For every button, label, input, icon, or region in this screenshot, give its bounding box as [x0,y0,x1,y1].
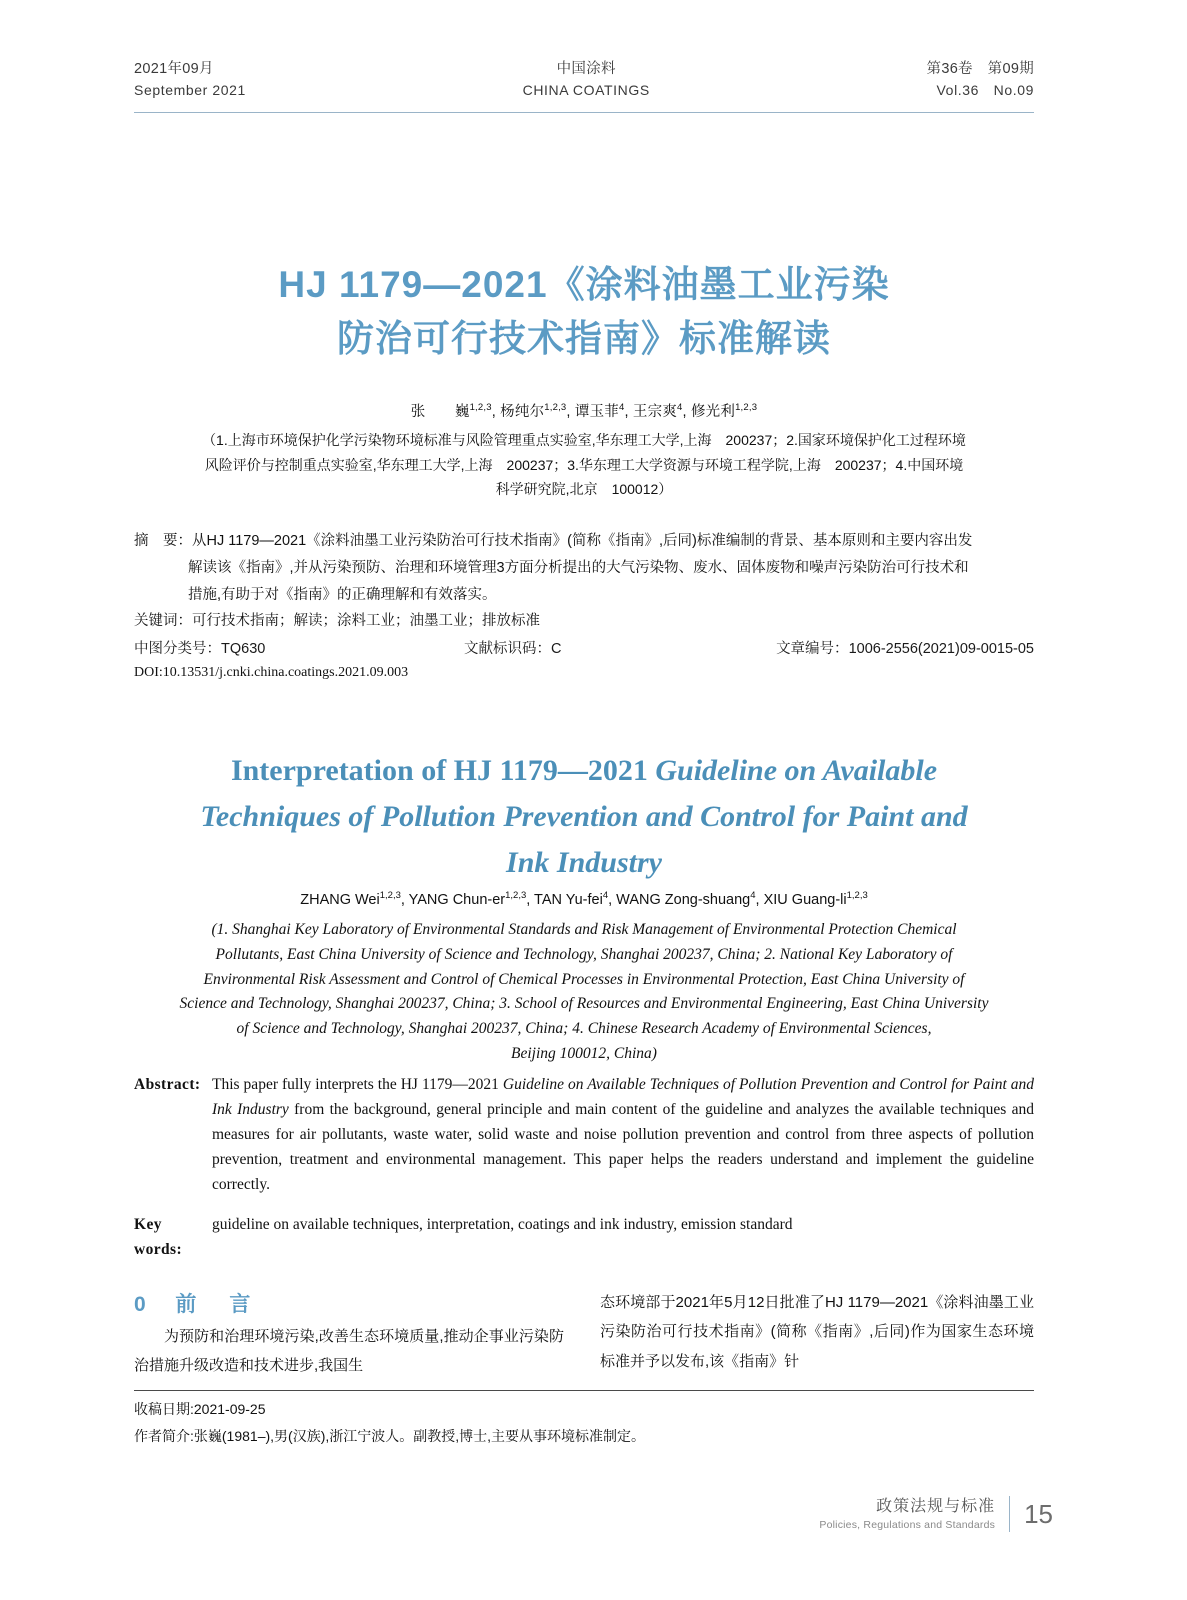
clc-value: TQ630 [221,641,266,657]
author-zh-2-sup: 1,2,3 [544,402,567,414]
abstract-zh [134,528,1034,635]
author-en-3: , TAN Yu-fei [526,891,603,908]
page-title-zh-line1: HJ 1179—2021《涂料油墨工业污染 [278,264,890,305]
abstract-zh-first-row [134,528,1034,555]
volume-issue-en: Vol.36 No.09 [936,82,1034,99]
body-column-right [600,1288,1034,1376]
body-paragraph-left: 为预防和治理环境污染,改善生态环境质量,推动企事业污染防治措施升级改造和技术进步,我国生 [134,1328,564,1375]
clc-label: 中图分类号： [134,641,221,657]
page-title-zh-line2: 防治可行技术指南》标准解读 [337,317,831,359]
author-en-3-sup: 4 [602,890,609,901]
received-date-label: 收稿日期: [134,1401,194,1417]
abstract-en-label: Abstract: [134,1076,201,1093]
author-en-2: , YANG Chun-er [400,891,506,908]
affiliation-en-line5: of Science and Technology, Shanghai 200237, China; 4. Chinese Research Academy of Environmental Sciences, [236,1020,932,1038]
body-paragraph-right: 态环境部于2021年5月12日批准了HJ 1179—2021《涂料油墨工业污染防治可行技术指南》(简称《指南》,后同)作为国家生态环境标准并予以发布,该《指南》针 [600,1294,1034,1370]
author-zh-4-sup: 4 [677,402,683,414]
abstract-en-pre: This paper fully interprets the HJ 1179—2021 [212,1076,503,1093]
authors-zh [134,400,1034,421]
section-number: 0 [134,1293,152,1316]
affiliation-en [134,918,1034,1067]
footnote-divider [134,1390,1034,1391]
author-zh-3-sup: 4 [618,402,625,414]
page-title-en-plain: Interpretation of HJ 1179—2021 [230,754,656,787]
page-title-en-italic1: Guideline on Available [655,754,938,787]
article-number-label: 文章编号： [776,641,849,657]
affiliation-zh-line1: （1.上海市环境保护化学污染物环境标准与风险管理重点实验室,华东理工大学,上海 200237；2.国家环境保护化工过程环境 [202,432,966,448]
document-code [464,637,754,658]
author-zh-2: , 杨纯尔 [491,404,545,420]
affiliation-en-line6: Beijing 100012, China) [511,1044,657,1062]
author-en-1-sup: 1,2,3 [379,890,401,901]
author-zh-1-sup: 1,2,3 [469,402,492,414]
author-bio [134,1423,1034,1450]
running-head-center [246,58,927,102]
footer-category-zh: 政策法规与标准 [876,1498,996,1516]
abstract-en-text [212,1072,1034,1198]
abstract-en-italic: Guideline on Available Techniques of Pollution Prevention and Control for Paint and Ink Industry [212,1076,1035,1119]
journal-name-en: CHINA COATINGS [522,82,650,99]
author-en-2-sup: 1,2,3 [505,890,527,901]
footnote-block [134,1396,1034,1449]
section-heading [134,1288,256,1318]
author-zh-4: , 王宗爽 [624,404,678,420]
page-title-en-italic2: Techniques of Pollution Prevention and Control for Paint and [200,799,968,833]
article-number-value: 1006-2556(2021)09-0015-05 [848,641,1034,657]
abstract-en-row [134,1072,1034,1198]
received-date-value: 2021-09-25 [193,1401,266,1417]
page-title-en-italic3: Ink Industry [506,845,662,879]
keywords-zh-row [134,608,1034,635]
keywords-en-row [134,1212,1034,1262]
affiliation-zh [134,428,1034,502]
author-bio-label: 作者简介: [134,1427,194,1444]
keywords-zh-value: 可行技术指南；解读；涂料工业；油墨工业；排放标准 [192,613,540,630]
author-zh-1: 张 巍 [410,404,470,420]
affiliation-en-line3: Environmental Risk Assessment and Control of Chemical Processes in Environmental Protection, East China University of [203,970,965,988]
running-head-left [134,58,246,102]
clc-number [134,637,464,658]
author-en-5-sup: 1,2,3 [846,890,868,901]
page-title-zh [134,258,1034,365]
issue-date-zh: 2021年09月 [134,61,214,77]
abstract-zh-line2: 解读该《指南》,并从污染预防、治理和环境管理3方面分析提出的大气污染物、废水、固体废物和噪声污染防治可行技术和 [188,559,969,576]
running-head-right [927,58,1034,102]
abstract-en-post: from the background, general principle and main content of the guideline and analyzes the available techniques and measures for air pollutants, waste water, solid waste and noise pollution prevention and control from three aspects of pollution prevention, treatment and environmental management. This paper helps the readers understand and implement the guideline correctly. [212,1101,1035,1194]
affiliation-zh-line3: 科学研究院,北京 100012） [495,481,673,497]
document-code-label: 文献标识码： [464,641,551,657]
journal-name-zh: 中国涂料 [556,61,616,77]
keywords-en-value: guideline on available techniques, interpretation, coatings and ink industry, emission standard [212,1215,793,1233]
affiliation-en-line4: Science and Technology, Shanghai 200237, China; 3. School of Resources and Environmental Engineering, East China University [179,995,989,1013]
affiliation-en-line2: Pollutants, East China University of Science and Technology, Shanghai 200237, China; 2. National Key Laboratory of [215,945,953,963]
received-date [134,1396,1034,1423]
page-number: 15 [1024,1498,1053,1529]
body-column-left [134,1322,564,1381]
page-title-en-line1 [134,748,1034,794]
author-zh-5: , 修光利 [682,404,736,420]
author-en-5: , XIU Guang-li [755,891,847,908]
document-code-value: C [551,641,562,657]
keywords-en-label: Key words: [134,1215,183,1258]
author-en-4: , WANG Zong-shuang [608,891,751,908]
article-metadata-zh [134,637,1034,658]
abstract-zh-label: 摘 要： [134,533,192,549]
authors-en [134,890,1034,908]
header-divider [134,112,1034,113]
author-zh-5-sup: 1,2,3 [735,402,758,414]
abstract-zh-line1: 从HJ 1179—2021《涂料油墨工业污染防治可行技术指南》(简称《指南》,后同)标准编制的背景、基本原则和主要内容出发 [192,533,973,549]
footer-divider [1009,1496,1010,1532]
author-en-4-sup: 4 [750,890,756,901]
section-title: 前 言 [175,1293,257,1316]
page-title-en-line2 [134,794,1034,840]
volume-issue-zh: 第36卷 第09期 [926,61,1034,77]
article-number [754,637,1034,658]
author-bio-value: 张巍(1981–),男(汉族),浙江宁波人。副教授,博士,主要从事环境标准制定。 [193,1427,646,1444]
abstract-en [134,1072,1034,1262]
author-en-1: ZHANG Wei [300,891,380,908]
page-footer [819,1496,1053,1532]
doi-line: DOI:10.13531/j.cnki.china.coatings.2021.09.003 [134,665,409,680]
affiliation-zh-line2: 风险评价与控制重点实验室,华东理工大学,上海 200237；3.华东理工大学资源与环境工程学院,上海 200237；4.中国环境 [204,456,964,473]
issue-date-en: September 2021 [134,82,246,99]
abstract-zh-line3: 措施,有助于对《指南》的正确理解和有效落实。 [188,586,497,603]
page-title-en-line3 [134,840,1034,886]
footer-category-en: Policies, Regulations and Standards [819,1518,996,1531]
page-title-en [134,748,1034,886]
running-head [134,58,1034,102]
footer-category [819,1496,995,1532]
author-zh-3: , 谭玉菲 [566,404,619,420]
keywords-zh-label: 关键词： [134,613,192,630]
affiliation-en-line1: (1. Shanghai Key Laboratory of Environmental Standards and Risk Management of Environmental Protection Chemical [211,921,957,938]
